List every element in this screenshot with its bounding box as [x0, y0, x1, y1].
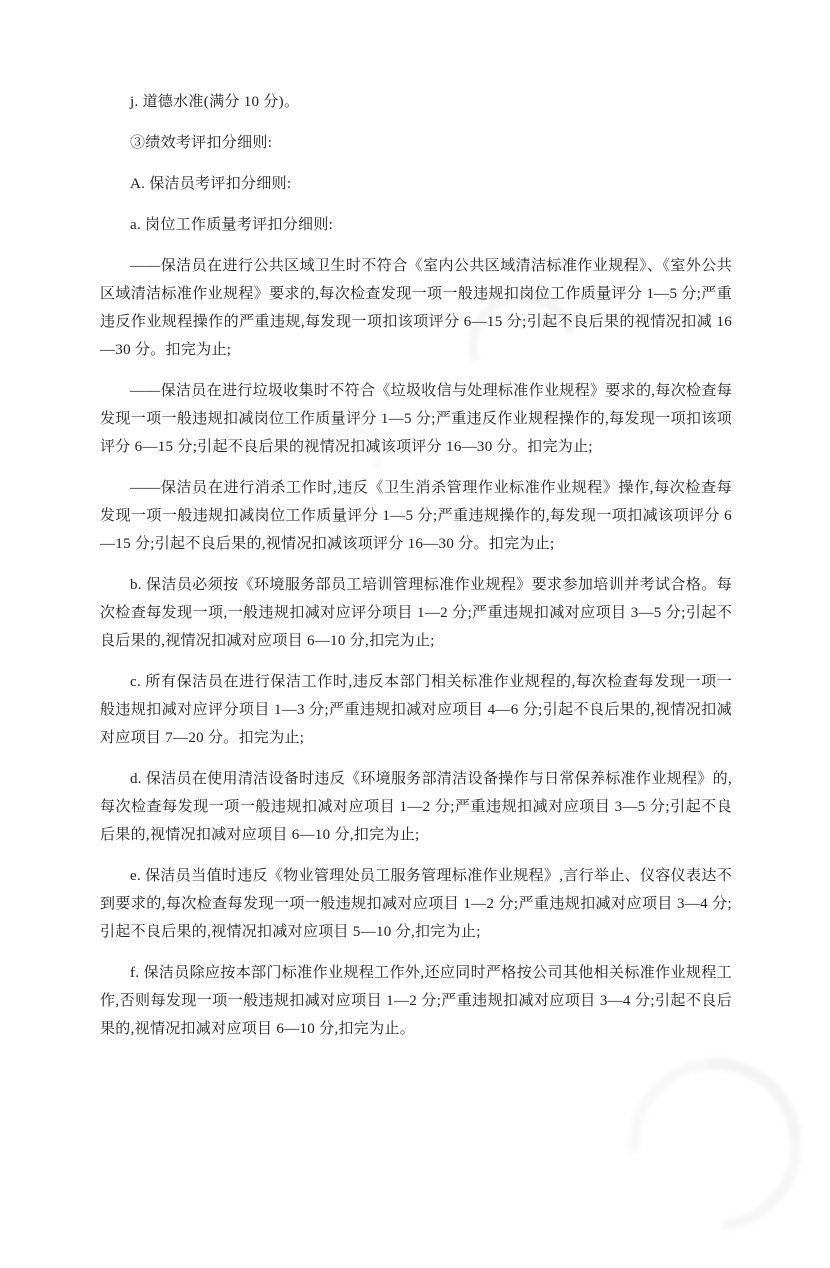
- doc-paragraph-garbage-collection: ——保洁员在进行垃圾收集时不符合《垃圾收信与处理标准作业规程》要求的,每次检查每发现一项一般违规扣减岗位工作质量评分 1—5 分;严重违反作业规程操作的,每发现一项扣该项评分 6—15 分;引起不良后果的视情况扣减该项评分 16—30 分。扣完为止;: [100, 383, 732, 455]
- doc-paragraph-other-company-regulations: f. 保洁员除应按本部门标准作业规程工作外,还应同时严格按公司其他相关标准作业规程工作,否则每发现一项一般违规扣减对应项目 1—2 分;严重违规扣减对应项目 3—4 分;引起不良后果的,视情况扣减对应项目 6—10 分,扣完为止。: [100, 965, 732, 1037]
- doc-heading-cleaner-deduction-rules: A. 保洁员考评扣分细则:: [130, 176, 292, 192]
- document-body: [100, 88, 732, 1056]
- doc-paragraph-equipment-usage: d. 保洁员在使用清洁设备时违反《环境服务部清洁设备操作与日常保养标准作业规程》的,每次检查每发现一项一般违规扣减对应项目 1—2 分;严重违规扣减对应项目 3—5 分;引起不良后果的,视情况扣减对应项目 6—10 分,扣完为止;: [100, 771, 732, 843]
- doc-paragraph-on-duty-conduct: e. 保洁员当值时违反《物业管理处员工服务管理标准作业规程》,言行举止、仪容仪表达不到要求的,每次检查每发现一项一般违规扣减对应项目 1—2 分;严重违规扣减对应项目 3—4 分;引起不良后果的,视情况扣减对应项目 5—10 分,扣完为止;: [100, 868, 732, 940]
- doc-paragraph-training-requirement: b. 保洁员必须按《环境服务部员工培训管理标准作业规程》要求参加培训并考试合格。每次检查每发现一项,一般违规扣减对应评分项目 1—2 分;严重违规扣减对应项目 3—5 分;引起不良后果的,视情况扣减对应项目 6—10 分,扣完为止;: [100, 577, 732, 649]
- watermark-fragment: [592, 1022, 830, 1267]
- doc-paragraph-disinfection-work: ——保洁员在进行消杀工作时,违反《卫生消杀管理作业标准作业规程》操作,每次检查每发现一项一般违规扣减岗位工作质量评分 1—5 分;严重违规操作的,每发现一项扣减该项评分 6—15 分;引起不良后果的,视情况扣减该项评分 16—30 分。扣完为止;: [100, 480, 732, 552]
- doc-paragraph-moral-standard: j. 道德水准(满分 10 分)。: [130, 94, 300, 110]
- doc-paragraph-public-area-cleaning: ——保洁员在进行公共区域卫生时不符合《室内公共区域清洁标准作业规程》、《室外公共区域清洁标准作业规程》要求的,每次检查发现一项一般违规扣岗位工作质量评分 1—5 分;严重违反作业规程操作的严重违规,每发现一项扣该项评分 6—15 分;引起不良后果的视情况扣减 16—30 分。扣完为止;: [100, 258, 732, 358]
- doc-paragraph-general-cleaning-violation: c. 所有保洁员在进行保洁工作时,违反本部门相关标准作业规程的,每次检查每发现一项一般违规扣减对应评分项目 1—3 分;严重违规扣减对应项目 4—6 分;引起不良后果的,视情况扣减对应项目 7—20 分。扣完为止;: [100, 674, 732, 746]
- doc-heading-performance-deduction-rules: ③绩效考评扣分细则:: [130, 135, 273, 151]
- doc-heading-job-quality-deduction-rules: a. 岗位工作质量考评扣分细则:: [130, 217, 334, 233]
